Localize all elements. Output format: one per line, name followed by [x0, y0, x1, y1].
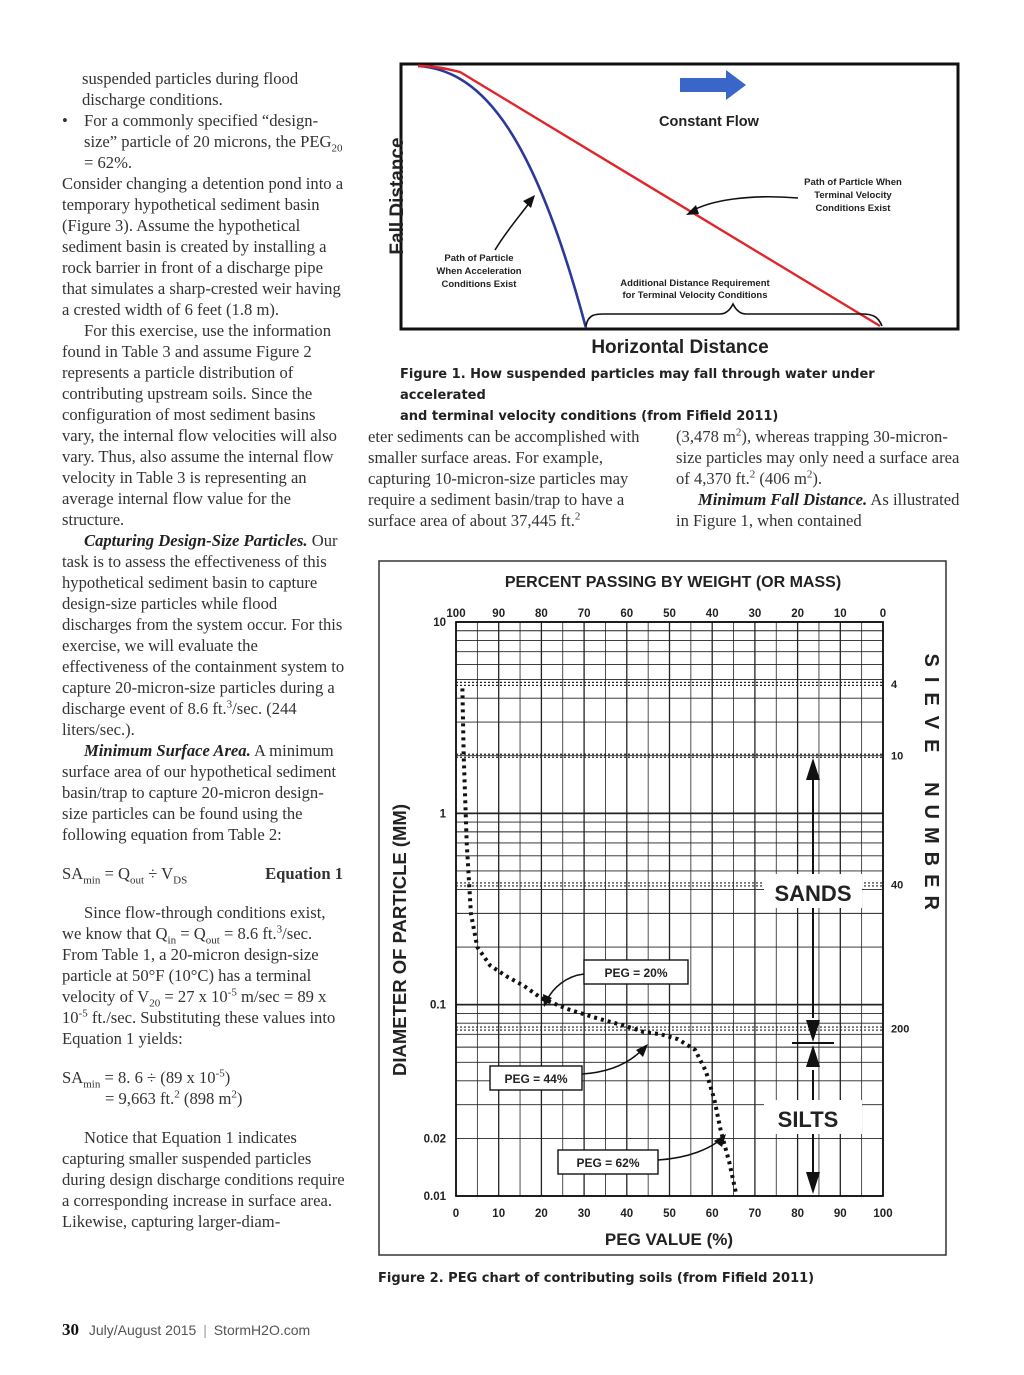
top-tick-label: 90 — [492, 608, 506, 620]
x-tick-label: 10 — [492, 1208, 506, 1220]
top-tick-label: 20 — [791, 608, 804, 620]
paragraph: Since flow-through conditions exist, we know that $Q_{in} = Q_{out} = 8.6$ ft.$^3$/sec. From Table 1, a 20-micron design-size particle at 50°F (10°C) has a terminal velocity of $V_{20} = 27$ x $10^{-5}$ m/sec = 89 x $10^{-5}$ ft./sec. Substituting these values into Equation 1 yields: — [62, 903, 336, 1048]
paragraph: For this exercise, use the information found in Table 3 and assume Figure 2 represents a particle distribution of contributing upstream soils. Since the configuration of most sediment basins vary, the internal flow velocities will also vary. Thus, also assume the internal flow velocity in Table 3 is representing an average internal flow value for the structure. — [62, 321, 337, 529]
additional-label-2: for Terminal Velocity Conditions — [622, 290, 768, 301]
additional-label-1: Additional Distance Requirement — [620, 278, 770, 289]
y-tick-label: 0.02 — [423, 1133, 446, 1146]
x-tick-label: 30 — [577, 1208, 591, 1220]
fall-distance-axis-label: Fall Distance — [386, 137, 408, 255]
paragraph: Minimum Surface Area. A minimum surface area of our hypothetical sediment basin/trap to capture 20-micron design-size particles can be found using the following equation from Table 2: — [62, 741, 337, 844]
run-in-heading: Minimum Fall Distance. — [698, 490, 868, 509]
sieve-number-label: 10 — [891, 750, 904, 763]
y-tick-label: 1 — [439, 808, 446, 821]
silts-zone-label: SILTS — [777, 1107, 839, 1132]
chart-title: PERCENT PASSING BY WEIGHT (OR MASS) — [504, 574, 842, 591]
accel-label-1: Path of Particle — [444, 253, 514, 264]
x-tick-label: 70 — [748, 1208, 762, 1220]
site-name: StormH2O.com — [213, 1322, 311, 1338]
figure-1 — [386, 58, 970, 364]
issue-date: July/August 2015 — [88, 1322, 197, 1338]
x-tick-label: 50 — [663, 1208, 676, 1220]
sieve-number-label: 40 — [891, 879, 904, 892]
paragraph: (3,478 $m^2$), whereas trapping 30-micron-size particles may only need a surface area of 4,370 ft.$^2$ (406 $m^2$). — [676, 426, 960, 488]
x-tick-label: 100 — [873, 1208, 893, 1220]
top-tick-label: 40 — [705, 608, 719, 620]
top-tick-label: 60 — [620, 608, 634, 620]
equation-2: $SA_{min} = 8$. 6 ÷ (89 x $10^{-5}$) = 9,663 ft.$^2$ (898 $m^2$) — [62, 1067, 243, 1108]
x-tick-label: 80 — [791, 1208, 804, 1220]
x-tick-label: 90 — [833, 1208, 847, 1220]
top-tick-label: 50 — [663, 608, 676, 620]
right-column — [676, 426, 961, 531]
y-tick-label: 10 — [433, 617, 446, 629]
x-tick-label: 40 — [620, 1208, 634, 1220]
page-footer — [62, 1320, 310, 1340]
top-tick-label: 80 — [535, 608, 548, 620]
accel-label-2: When Acceleration — [436, 266, 522, 277]
figure-2-peg-chart — [378, 560, 948, 1258]
paragraph: suspended particles during flood discharge conditions. — [82, 69, 299, 109]
x-tick-label: 20 — [535, 1208, 548, 1220]
flow-label: Constant Flow — [659, 114, 759, 130]
page-number: 30 — [62, 1320, 79, 1339]
peg62-callout: PEG = 62% — [576, 1156, 640, 1170]
terminal-label-1: Path of Particle When — [804, 177, 902, 188]
run-in-heading: Capturing Design-Size Particles. — [84, 531, 308, 550]
equation-1: Equation 1 $SA_{min} = Q_{out} \div V_{DS}$ — [62, 864, 343, 887]
accel-label-3: Conditions Exist — [441, 279, 517, 290]
paragraph: Notice that Equation 1 indicates capturing smaller suspended particles during design discharge conditions require a corresponding increase in surface area. Likewise, capturing larger-diam- — [62, 1128, 345, 1231]
x-tick-label: 0 — [452, 1208, 460, 1220]
paragraph: Capturing Design-Size Particles. Our task is to assess the effectiveness of this hypothetical sediment basin to capture design-size particles while flood discharges from the system occur. For this exercise, we will evaluate the effectiveness of the containment system to capture 20-micron-size particles during a discharge event of 8.6 ft.$^3$/sec. (244 liters/sec.). — [62, 531, 345, 739]
paragraph: Consider changing a detention pond into a temporary hypothetical sediment basin (Figure 3). Assume the hypothetical sediment basin is created by installing a rock barrier in front of a discharge pipe that simulates a sharp-crested weir having a crested width of 6 feet (1.8 m). — [62, 174, 344, 319]
terminal-label-3: Conditions Exist — [815, 203, 891, 214]
sieve-title-2: NUMBER — [920, 782, 942, 918]
top-tick-label: 0 — [879, 608, 887, 620]
y-axis-label: DIAMETER OF PARTICLE (MM) — [389, 804, 410, 1076]
sieve-title-1: SIEVE — [920, 653, 942, 763]
figure-1-caption: Figure 1. How suspended particles may fall through water under accelerated and terminal velocity conditions (from Fifield 2011) — [400, 367, 875, 424]
peg20-callout: PEG = 20% — [604, 966, 668, 980]
list-item: • For a commonly specified “design-size” particle of 20 microns, the $PEG_{20} = 62\%$. — [62, 111, 343, 172]
paragraph: Minimum Fall Distance. As illustrated in Figure 1, when contained — [676, 490, 960, 530]
middle-column — [368, 426, 660, 531]
equation-label: Equation 1 — [265, 864, 343, 883]
y-tick-label: 0.01 — [423, 1191, 446, 1203]
figure-2-caption: Figure 2. PEG chart of contributing soils (from Fifield 2011) — [378, 1271, 815, 1286]
sieve-number-label: 4 — [891, 678, 898, 691]
sands-zone-label: SANDS — [774, 881, 852, 906]
horizontal-distance-axis-label: Horizontal Distance — [591, 337, 769, 358]
terminal-label-2: Terminal Velocity — [814, 190, 892, 201]
x-tick-label: 60 — [705, 1208, 719, 1220]
bullet-icon: • — [62, 111, 68, 130]
peg44-callout: PEG = 44% — [504, 1072, 568, 1086]
run-in-heading: Minimum Surface Area. — [84, 741, 251, 760]
top-tick-label: 70 — [577, 608, 591, 620]
footer-separator: | — [203, 1322, 207, 1338]
sieve-number-label: 200 — [891, 1023, 910, 1036]
left-column — [62, 68, 345, 1232]
top-tick-label: 30 — [748, 608, 762, 620]
paragraph: eter sediments can be accomplished with smaller surface areas. For example, capturing 10-micron-size particles may require a sediment basin/trap to have a surface area of about 37,445 ft.$^2$ — [368, 427, 640, 530]
top-tick-label: 10 — [833, 608, 847, 620]
x-axis-label: PEG VALUE (%) — [604, 1230, 734, 1249]
top-tick-label: 100 — [446, 608, 466, 620]
y-tick-label: 0.1 — [430, 999, 446, 1012]
